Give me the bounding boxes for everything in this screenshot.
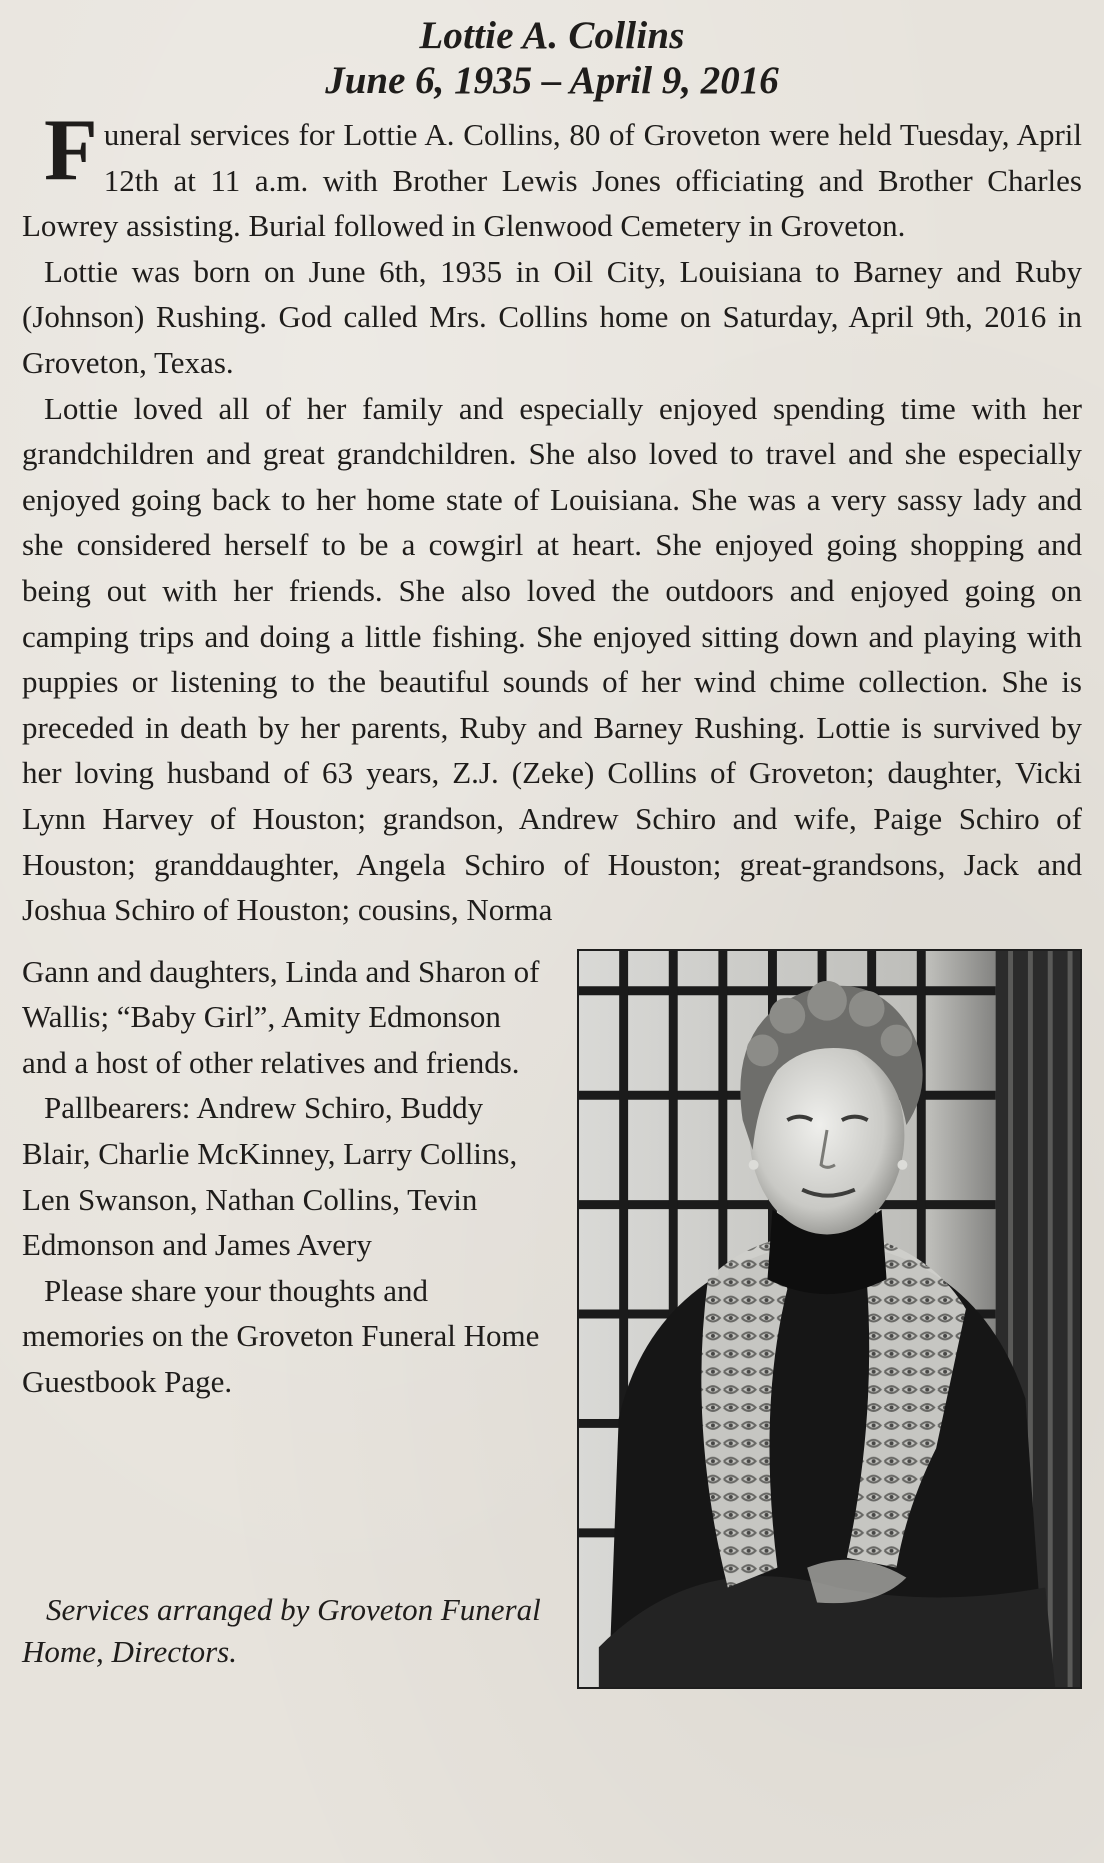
paragraph-guestbook: Please share your thoughts and memories on the Groveton Funeral Home Guestbook Page. xyxy=(22,1272,540,1400)
lower-text-column xyxy=(22,949,542,1405)
paragraph-survivors-continued: Gann and daughters, Linda and Sharon of Wallis; “Baby Girl”, Amity Edmonson and a host of other relatives and friends. xyxy=(22,953,540,1080)
portrait-photo-illustration xyxy=(579,951,1080,1687)
paragraph-life: Lottie loved all of her family and especially enjoyed spending time with her grandchildren and great grandchildren. She also loved to travel and she especially enjoyed going back to her home state of Louisiana. She was a very sassy lady and she considered herself to be a cowgirl at heart. She enjoyed going shopping and being out with her friends. She also loved the outdoors and enjoyed going on camping trips and doing a little fishing. She enjoyed sitting down and playing with puppies or listening to the beautiful sounds of her wind chime collection. She is preceded in death by her parents, Ruby and Barney Rushing. Lottie is survived by her loving husband of 63 years, Z.J. (Zeke) Collins of Groveton; daughter, Vicki Lynn Harvey of Houston; grandson, Andrew Schiro and wife, Paige Schiro of Houston; granddaughter, Angela Schiro of Houston; great-grandsons, Jack and Joshua Schiro of Houston; cousins, Norma xyxy=(22,390,1082,928)
lower-section xyxy=(22,949,1082,1709)
portrait-photo xyxy=(577,949,1082,1689)
obituary-dates: June 6, 1935 – April 9, 2016 xyxy=(325,59,779,102)
paragraph-funeral-services xyxy=(22,102,1082,249)
services-arranged-by: Services arranged by Groveton Funeral Home, Directors. xyxy=(22,1591,541,1669)
paragraph-birth: Lottie was born on June 6th, 1935 in Oil City, Louisiana to Barney and Ruby (Johnson) Rushing. God called Mrs. Collins home on Saturday, April 9th, 2016 in Groveton, Texas. xyxy=(22,253,1082,380)
drop-cap: F xyxy=(44,102,98,199)
paragraph-pallbearers: Pallbearers: Andrew Schiro, Buddy Blair, Charlie McKinney, Larry Collins, Len Swanson, Nathan Collins, Tevin Edmonson and James Avery xyxy=(22,1090,518,1263)
paragraph-funeral-services-text: uneral services for Lottie A. Collins, 80 of Groveton were held Tuesday, April 12th at 11 a.m. with Brother Lewis Jones officiating and Brother Charles Lowrey assisting. Burial followed in Glenwood Cemetery in Groveton. xyxy=(22,117,1082,244)
obituary-name: Lottie A. Collins xyxy=(419,14,685,57)
